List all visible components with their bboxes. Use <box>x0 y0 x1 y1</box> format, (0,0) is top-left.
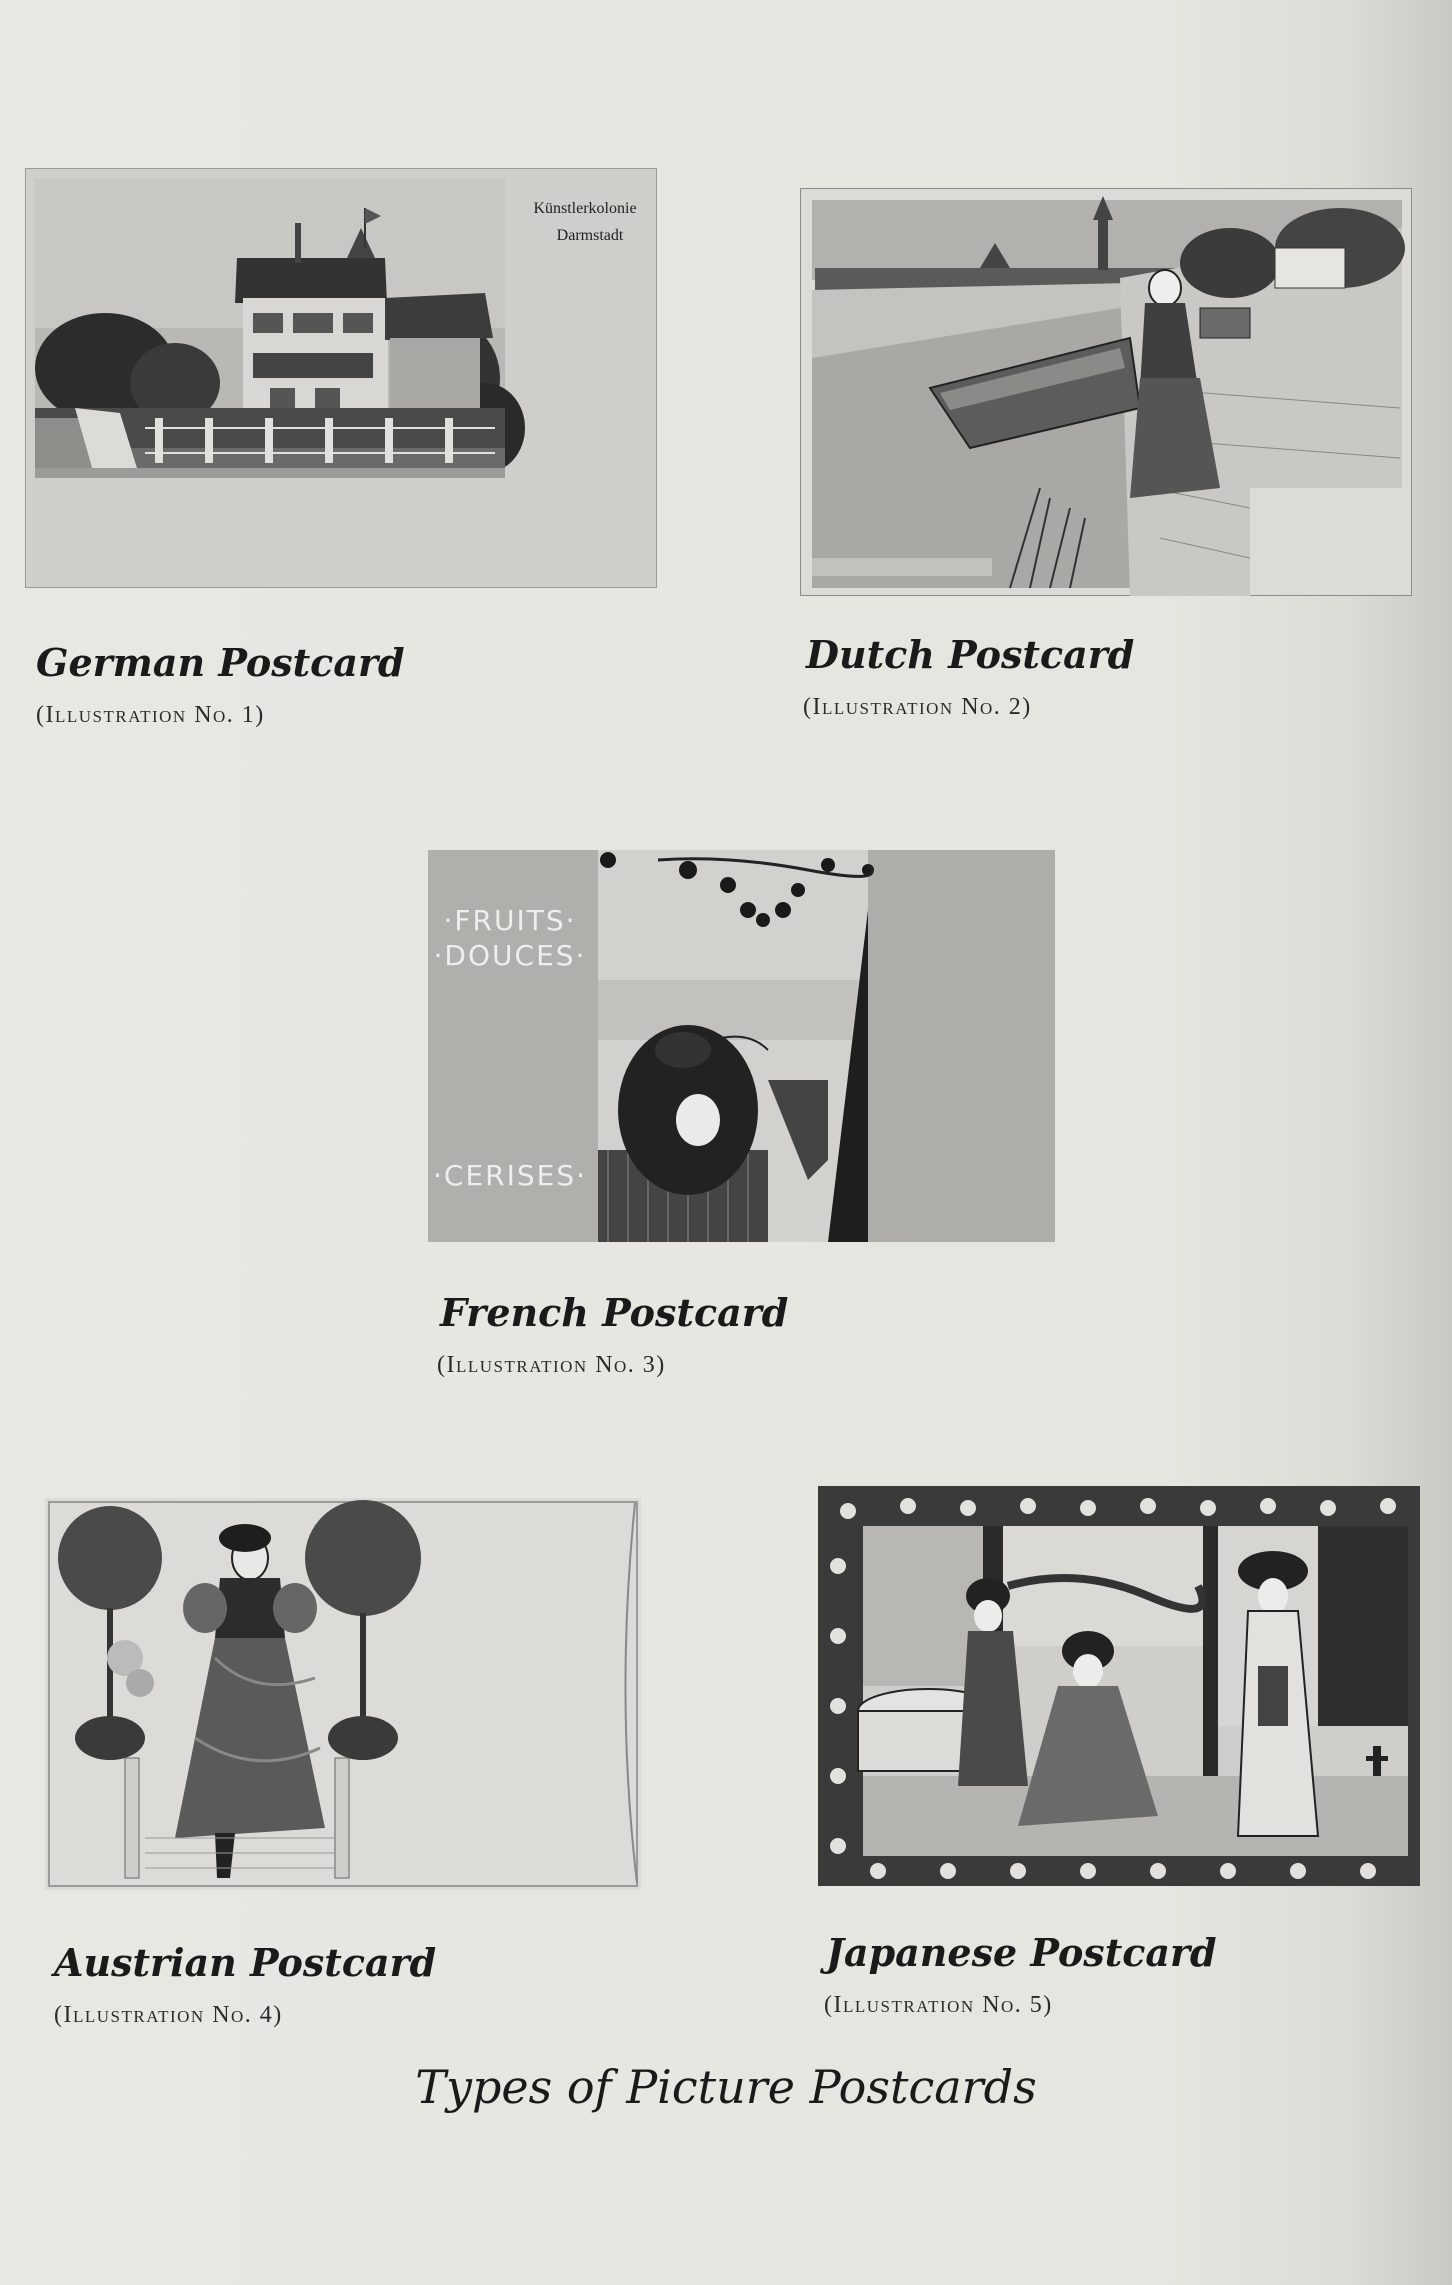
german-postcard-illustration <box>25 168 657 588</box>
french-postcard-subtitle: (Illustration No. 3) <box>437 1352 666 1378</box>
austrian-postcard-title: Austrian Postcard <box>54 1940 437 1985</box>
japanese-postcard-subtitle: (Illustration No. 5) <box>824 1992 1053 2018</box>
dutch-postcard-image <box>800 188 1412 596</box>
japanese-postcard-title: Japanese Postcard <box>826 1930 1217 1975</box>
french-postcard-text-1: ·FRUITS· <box>443 904 577 937</box>
japanese-postcard-illustration <box>818 1486 1420 1886</box>
french-postcard-title: French Postcard <box>440 1290 789 1335</box>
german-postcard-image <box>25 168 657 588</box>
page-title: Types of Picture Postcards <box>415 2060 1037 2114</box>
german-postcard-subtitle: (Illustration No. 1) <box>36 702 265 728</box>
austrian-postcard-subtitle: (Illustration No. 4) <box>54 2002 283 2028</box>
german-postcard-heading-1: Künstlerkolonie <box>533 200 637 217</box>
french-postcard-text-3: ·CERISES· <box>433 1159 587 1192</box>
austrian-postcard-image <box>45 1498 641 1890</box>
japanese-postcard-image <box>818 1486 1420 1886</box>
dutch-postcard-illustration <box>800 188 1412 596</box>
french-postcard-image <box>428 850 1055 1242</box>
austrian-postcard-illustration <box>45 1498 641 1890</box>
german-postcard-heading-2: Darmstadt <box>556 227 624 244</box>
dutch-postcard-subtitle: (Illustration No. 2) <box>803 694 1032 720</box>
french-postcard-illustration <box>428 850 1055 1242</box>
french-postcard-text-2: ·DOUCES· <box>433 939 587 972</box>
german-postcard-title: German Postcard <box>36 640 405 685</box>
dutch-postcard-title: Dutch Postcard <box>806 632 1135 677</box>
